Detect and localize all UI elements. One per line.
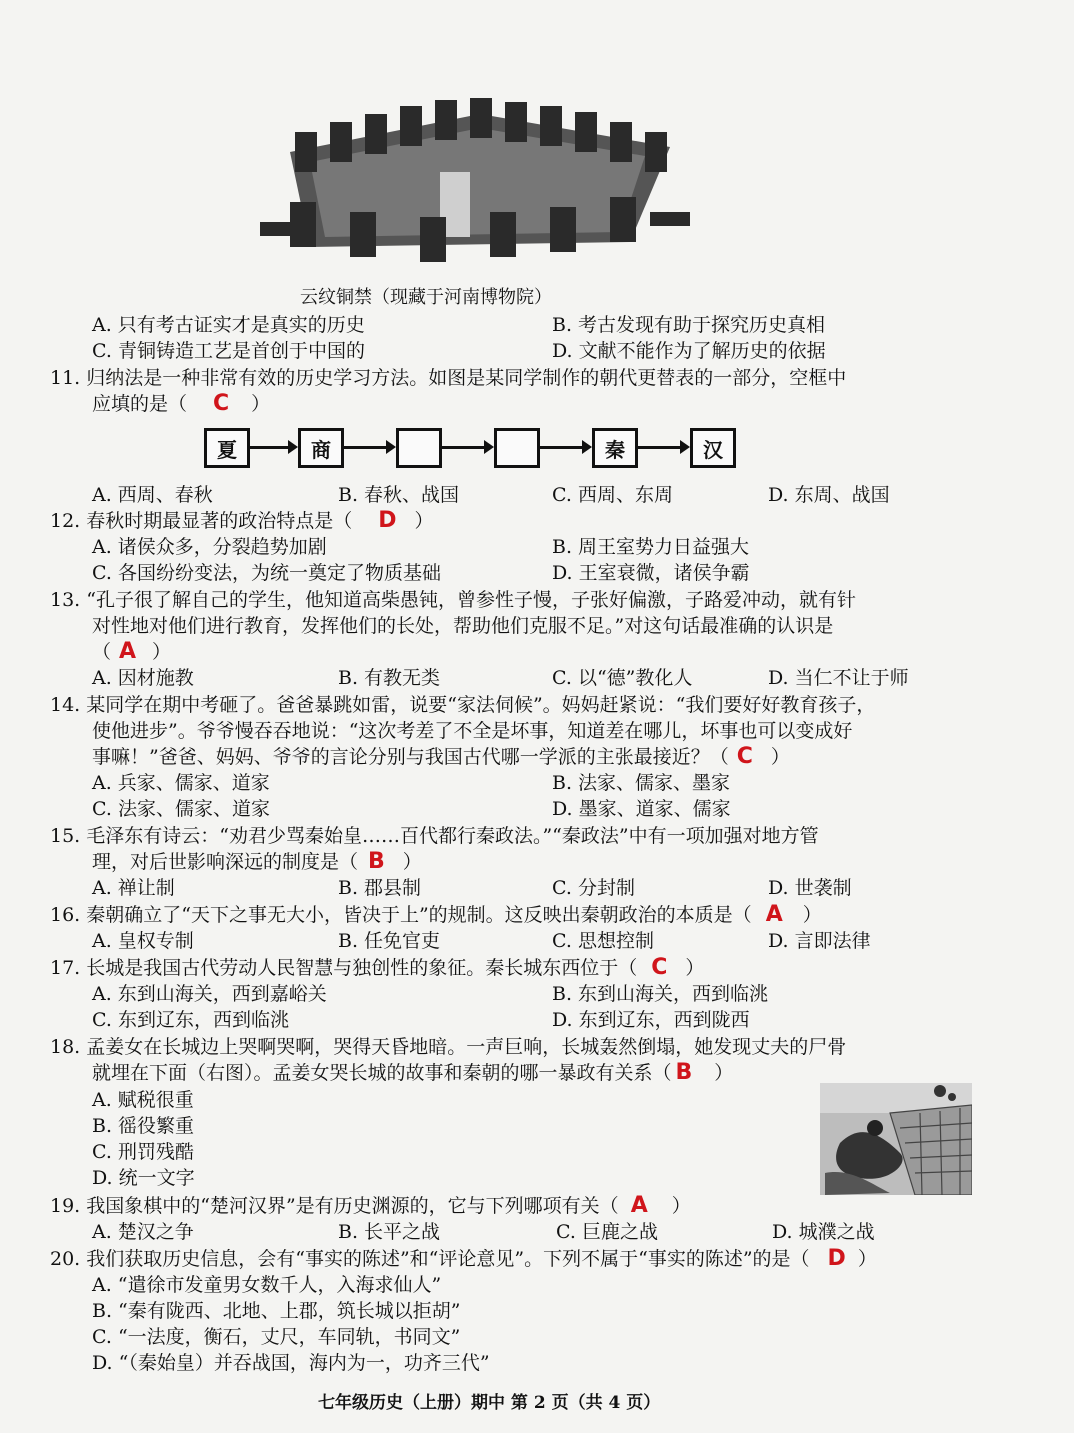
q16-option-d: D. 言即法律 — [768, 930, 871, 952]
q10-option-d: D. 文献不能作为了解历史的依据 — [552, 340, 826, 362]
flow-arrow — [250, 446, 290, 449]
q18-answer: B — [675, 1060, 693, 1085]
q12-option-c: C. 各国纷纷变法，为统一奠定了物质基础 — [92, 562, 441, 584]
flow-arrow — [540, 446, 584, 449]
flow-arrow — [638, 446, 682, 449]
q11-option-d: D. 东周、战国 — [768, 484, 890, 506]
great-wall-illustration — [820, 1083, 972, 1195]
q19-option-d: D. 城濮之战 — [772, 1221, 875, 1243]
q15-stem-line2: 理，对后世影响深远的制度是（ B ） — [92, 849, 422, 874]
q20-answer: D — [827, 1246, 846, 1271]
flow-box-blank-1 — [396, 428, 442, 468]
q20-stem: 20. 我们获取历史信息，会有“事实的陈述”和“评论意见”。下列不属于“事实的陈述”的是（ D ） — [50, 1246, 877, 1271]
q13-stem-line1: 13. “孔子很了解自己的学生，他知道高柴愚钝，曾参性子慢，子张好偏激，子路爱冲动，就有针 — [50, 589, 856, 611]
q20-option-d: D. “（秦始皇）并吞战国，海内为一，功齐三代” — [92, 1352, 490, 1374]
q12-option-a: A. 诸侯众多，分裂趋势加剧 — [92, 536, 327, 558]
q17-option-b: B. 东到山海关，西到临洮 — [552, 983, 769, 1005]
q12-stem: 12. 春秋时期最显著的政治特点是（ D ） — [50, 508, 434, 533]
q16-stem: 16. 秦朝确立了“天下之事无大小，皆决于上”的规制。这反映出秦朝政治的本质是（ A ） — [50, 902, 822, 927]
q18-option-c: C. 刑罚残酷 — [92, 1141, 194, 1163]
q17-answer: C — [651, 955, 668, 980]
q12-option-d: D. 王室衰微，诸侯争霸 — [552, 562, 750, 584]
q15-option-c: C. 分封制 — [552, 877, 635, 899]
q15-answer: B — [368, 849, 385, 874]
flow-box-shang: 商 — [298, 428, 344, 468]
q11-option-b: B. 春秋、战国 — [338, 484, 460, 506]
q13-option-a: A. 因材施教 — [92, 667, 194, 689]
flow-box-qin: 秦 — [592, 428, 638, 468]
q13-option-d: D. 当仁不让于师 — [768, 667, 909, 689]
flow-box-han: 汉 — [690, 428, 736, 468]
q13-option-c: C. 以“德”教化人 — [552, 667, 693, 689]
bronze-table-figure — [250, 92, 700, 272]
q17-option-d: D. 东到辽东，西到陇西 — [552, 1009, 750, 1031]
q19-option-a: A. 楚汉之争 — [92, 1221, 194, 1243]
q13-stem-line2: 对性地对他们进行教育，发挥他们的长处，帮助他们克服不足。”对这句话最准确的认识是 — [92, 615, 834, 637]
q11-option-a: A. 西周、春秋 — [92, 484, 213, 506]
q20-option-b: B. “秦有陇西、北地、上郡，筑长城以拒胡” — [92, 1300, 461, 1322]
q13-answer: A — [119, 639, 137, 664]
q11-answer: C — [213, 391, 230, 416]
q14-option-b: B. 法家、儒家、墨家 — [552, 772, 731, 794]
q18-option-a: A. 赋税很重 — [92, 1089, 194, 1111]
flow-box-blank-2 — [494, 428, 540, 468]
q13-stem-line3: （ A ） — [92, 639, 172, 664]
q15-option-a: A. 禅让制 — [92, 877, 175, 899]
q18-stem-line1: 18. 孟姜女在长城边上哭啊哭啊，哭得天昏地暗。一声巨响，长城轰然倒塌，她发现丈夫的尸骨 — [50, 1036, 847, 1058]
q19-stem: 19. 我国象棋中的“楚河汉界”是有历史渊源的，它与下列哪项有关（ A ） — [50, 1193, 691, 1218]
q16-option-b: B. 任免官吏 — [338, 930, 441, 952]
flow-arrow — [442, 446, 486, 449]
q11-stem-line1: 11. 归纳法是一种非常有效的历史学习方法。如图是某同学制作的朝代更替表的一部分，空框中 — [50, 367, 847, 389]
q19-option-b: B. 长平之战 — [338, 1221, 441, 1243]
q13-option-b: B. 有教无类 — [338, 667, 441, 689]
q14-answer: C — [736, 744, 753, 769]
q16-option-c: C. 思想控制 — [552, 930, 654, 952]
q19-answer: A — [630, 1193, 648, 1218]
q14-stem-line3: 事嘛！”爸爸、妈妈、爷爷的言论分别与我国古代哪一学派的主张最接近？（ C ） — [92, 744, 790, 769]
q20-option-c: C. “一法度，衡石，丈尺，车同轨，书同文” — [92, 1326, 461, 1348]
q15-option-b: B. 郡县制 — [338, 877, 422, 899]
q11-stem-line2: 应填的是（ C ） — [92, 391, 271, 416]
q15-stem-line1: 15. 毛泽东有诗云：“劝君少骂秦始皇……百代都行秦政法。”“秦政法”中有一项加强对地方管 — [50, 825, 819, 847]
page-footer: 七年级历史（上册）期中 第 2 页（共 4 页） — [318, 1393, 661, 1413]
q12-option-b: B. 周王室势力日益强大 — [552, 536, 750, 558]
q10-option-a: A. 只有考古证实才是真实的历史 — [92, 314, 365, 336]
q18-stem-line2: 就埋在下面（右图）。孟姜女哭长城的故事和秦朝的哪一暴政有关系（ B ） — [92, 1060, 734, 1085]
q14-option-a: A. 兵家、儒家、道家 — [92, 772, 270, 794]
q11-option-c: C. 西周、东周 — [552, 484, 673, 506]
q16-option-a: A. 皇权专制 — [92, 930, 194, 952]
q17-stem: 17. 长城是我国古代劳动人民智慧与独创性的象征。秦长城东西位于（ C ） — [50, 955, 705, 980]
figure-caption: 云纹铜禁（现藏于河南博物院） — [300, 287, 552, 308]
q18-option-d: D. 统一文字 — [92, 1167, 195, 1189]
q15-option-d: D. 世袭制 — [768, 877, 852, 899]
q17-option-a: A. 东到山海关，西到嘉峪关 — [92, 983, 327, 1005]
q10-option-c: C. 青铜铸造工艺是首创于中国的 — [92, 340, 365, 362]
q20-option-a: A. “遣徐市发童男女数千人，入海求仙人” — [92, 1274, 442, 1296]
q10-option-b: B. 考古发现有助于探究历史真相 — [552, 314, 826, 336]
flow-arrow — [344, 446, 388, 449]
q16-answer: A — [765, 902, 783, 927]
flow-box-xia: 夏 — [204, 428, 250, 468]
q17-option-c: C. 东到辽东，西到临洮 — [92, 1009, 289, 1031]
q14-option-c: C. 法家、儒家、道家 — [92, 798, 270, 820]
q12-answer: D — [378, 508, 397, 533]
q18-option-b: B. 徭役繁重 — [92, 1115, 195, 1137]
q19-option-c: C. 巨鹿之战 — [556, 1221, 658, 1243]
q14-stem-line1: 14. 某同学在期中考砸了。爸爸暴跳如雷，说要“家法伺候”。妈妈赶紧说：“我们要好好教育孩子， — [50, 694, 876, 716]
q14-stem-line2: 使他进步”。爷爷慢吞吞地说：“这次考差了不全是坏事，知道差在哪儿，坏事也可以变成好 — [92, 720, 853, 742]
q14-option-d: D. 墨家、道家、儒家 — [552, 798, 731, 820]
